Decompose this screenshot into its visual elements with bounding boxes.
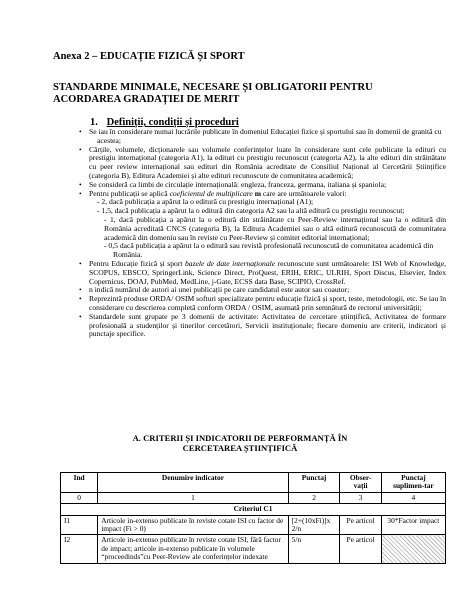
column-number: 1: [98, 492, 288, 503]
list-item: [60, 313, 446, 339]
database-term: bazele de date internaționale: [184, 258, 276, 268]
list-item: [60, 260, 446, 286]
indicator-code: I2: [61, 535, 98, 563]
indicator-name: Articole in-extenso publicate în reviste cotate ISI, fără factor de impact; articole in-extenso publicate în volumele “proceedinds”cu Peer-Review ale conferințelor indexate: [98, 535, 288, 563]
annex-title: Anexa 2 – EDUCAȚIE FIZICĂ ȘI SPORT: [53, 51, 245, 62]
list-item: [60, 146, 446, 181]
section-title: Definiții, condiții și proceduri: [106, 117, 239, 128]
indicator-code: I1: [61, 515, 98, 535]
section-a-title: A. CRITERII ȘI INDICATORII DE PERFORMANȚĂ ÎN CERCETAREA ȘTIINȚIFICĂ: [132, 433, 348, 453]
table-row: [61, 535, 446, 563]
list-item-text: Se consideră ca limbi de circulație internațională: engleza, franceza, germana, italiana și spaniola;: [89, 179, 387, 189]
list-item: [60, 190, 446, 199]
indicator-score: [2+(10xFi)]x 2/n: [288, 515, 340, 535]
coefficient-value: - 2, dacă publicația a apărut la o editură cu prestigiu internațional (A1);: [97, 197, 314, 207]
coefficient-value-continuation: România.: [113, 250, 143, 260]
list-item-text: care are următoarele valori:: [261, 188, 347, 198]
list-item-text: Se iau în considerare numai lucrările publicate în domeniul Educației fizice și sportului sau în domenii de granită cu: [89, 127, 442, 136]
list-item: [60, 295, 446, 313]
table-header-row: [61, 473, 446, 493]
bullet-icon: •: [79, 188, 82, 198]
list-item-text: Cărțile, volumele, dicționarele sau volumele conferințelor luate în considerare sunt cele publicate la edituri cu prestigiu internațional (categoria A1), la edituri cu prestigiu recunoscut (categoria A2), la alte edituri din străinătate cu peer review internațional sau edituri din România acreditate de Consiliul Național al Cercetării Științifice (categoria B), Editura Academiei și alte edituri recunoscute de comunitatea academică;: [89, 144, 446, 180]
list-item-text: Reprezintă produse ORDA/ OSIM softuri specializate pentru educație fizică și sport, teste, metodologii, etc. Se iau în considerare cu descrierea completă conform ORDA / OSIM, asumată prin semnătură de rectorul universității;: [89, 294, 446, 312]
list-item-text: Pentru publicații se aplică: [89, 188, 170, 198]
coefficient-symbol: m: [254, 188, 262, 198]
definitions-list: [60, 128, 446, 339]
column-header: Punctaj suplimen-tar: [381, 473, 445, 493]
criterion-row: [61, 504, 446, 515]
bullet-icon: •: [79, 179, 82, 189]
coefficient-value: - 1, dacă publicația a apărut la o editură din străinătate cu Peer-Review internațional sau la o editură din România acreditată CNCS (categoria B), la Editura Academiei sau o altă editură recunoscută de comunitatea academică din domeniu sau în reviste cu Peer-Review și comitet editorial internațional;: [104, 214, 446, 242]
column-number: 3: [340, 492, 381, 503]
list-item-text: Pentru Educație fizică și sport: [89, 258, 185, 268]
list-item-text: recunoscute sunt următoarele: ISI Web of Knowledge, SCOPUS, EBSCO, SpringerLink, Science Direct, ProQuest, ERIH, ERIC, ULRIH, Sport Discus, Elsevier, Index Copernicus, DOAJ, PubMed, MedLine, j-Gate, ECSS data Base, SCIPIO, CrossRef.: [89, 258, 446, 286]
indicator-extra-score: 30*Factor impact: [381, 515, 445, 535]
section-number: 1.: [90, 117, 98, 128]
indicator-extra-score: [381, 535, 445, 563]
coefficient-term: coeficientul de multiplicare: [169, 188, 255, 198]
bullet-icon: •: [79, 127, 82, 136]
indicator-name: Articole in-extenso publicate în reviste cotate ISI cu factor de impact (Fi > 0): [98, 515, 288, 535]
coefficient-value: - 1,5, dacă publicația a apărut la o editură din categoria A2 sau la altă editură cu prestigiu recunoscut;: [97, 206, 405, 216]
column-number-row: [61, 492, 446, 503]
indicator-score: 5/n: [288, 535, 340, 563]
column-number: 0: [61, 492, 98, 503]
list-item: [60, 128, 446, 137]
list-item-text: Standardele sunt grupate pe 3 domenii de activitate: Activitatea de cercetare științifică, Activitatea de formare profesională a studenților și tinerilor cercetători, Servicii instituționale; fiecare domeniu are criterii, indicatori și punctaje specifice.: [89, 311, 446, 339]
list-item-text: n indică numărul de autori ai unei publicații pe care candidatul este autor sau coautor;: [89, 285, 350, 295]
bullet-icon: •: [79, 144, 82, 154]
table-row: [61, 515, 446, 535]
bullet-icon: •: [79, 294, 82, 304]
criterion-label: Criteriul C1: [61, 504, 446, 515]
column-number: 2: [288, 492, 340, 503]
bullet-icon: •: [79, 258, 82, 268]
standards-title: STANDARDE MINIMALE, NECESARE ȘI OBLIGATORII PENTRU ACORDAREA GRADAȚIEI DE MERIT: [53, 82, 373, 105]
bullet-icon: •: [79, 311, 82, 321]
indicator-observation: Pe articol: [340, 535, 381, 563]
column-header: Punctaj: [288, 473, 340, 493]
bullet-icon: •: [79, 285, 82, 295]
indicator-observation: Pe articol: [340, 515, 381, 535]
column-header: Denumire indicator: [98, 473, 288, 493]
criteria-table: [60, 472, 446, 564]
coefficient-value: - 0,5 dacă publicația a apărut la o editură sau revistă profesională recunoscută de comunitatea academică din: [104, 241, 434, 251]
list-item-continuation: acestea;: [97, 135, 122, 145]
column-number: 4: [381, 492, 445, 503]
column-header: Obser-vații: [340, 473, 381, 493]
column-header: Ind: [61, 473, 98, 493]
